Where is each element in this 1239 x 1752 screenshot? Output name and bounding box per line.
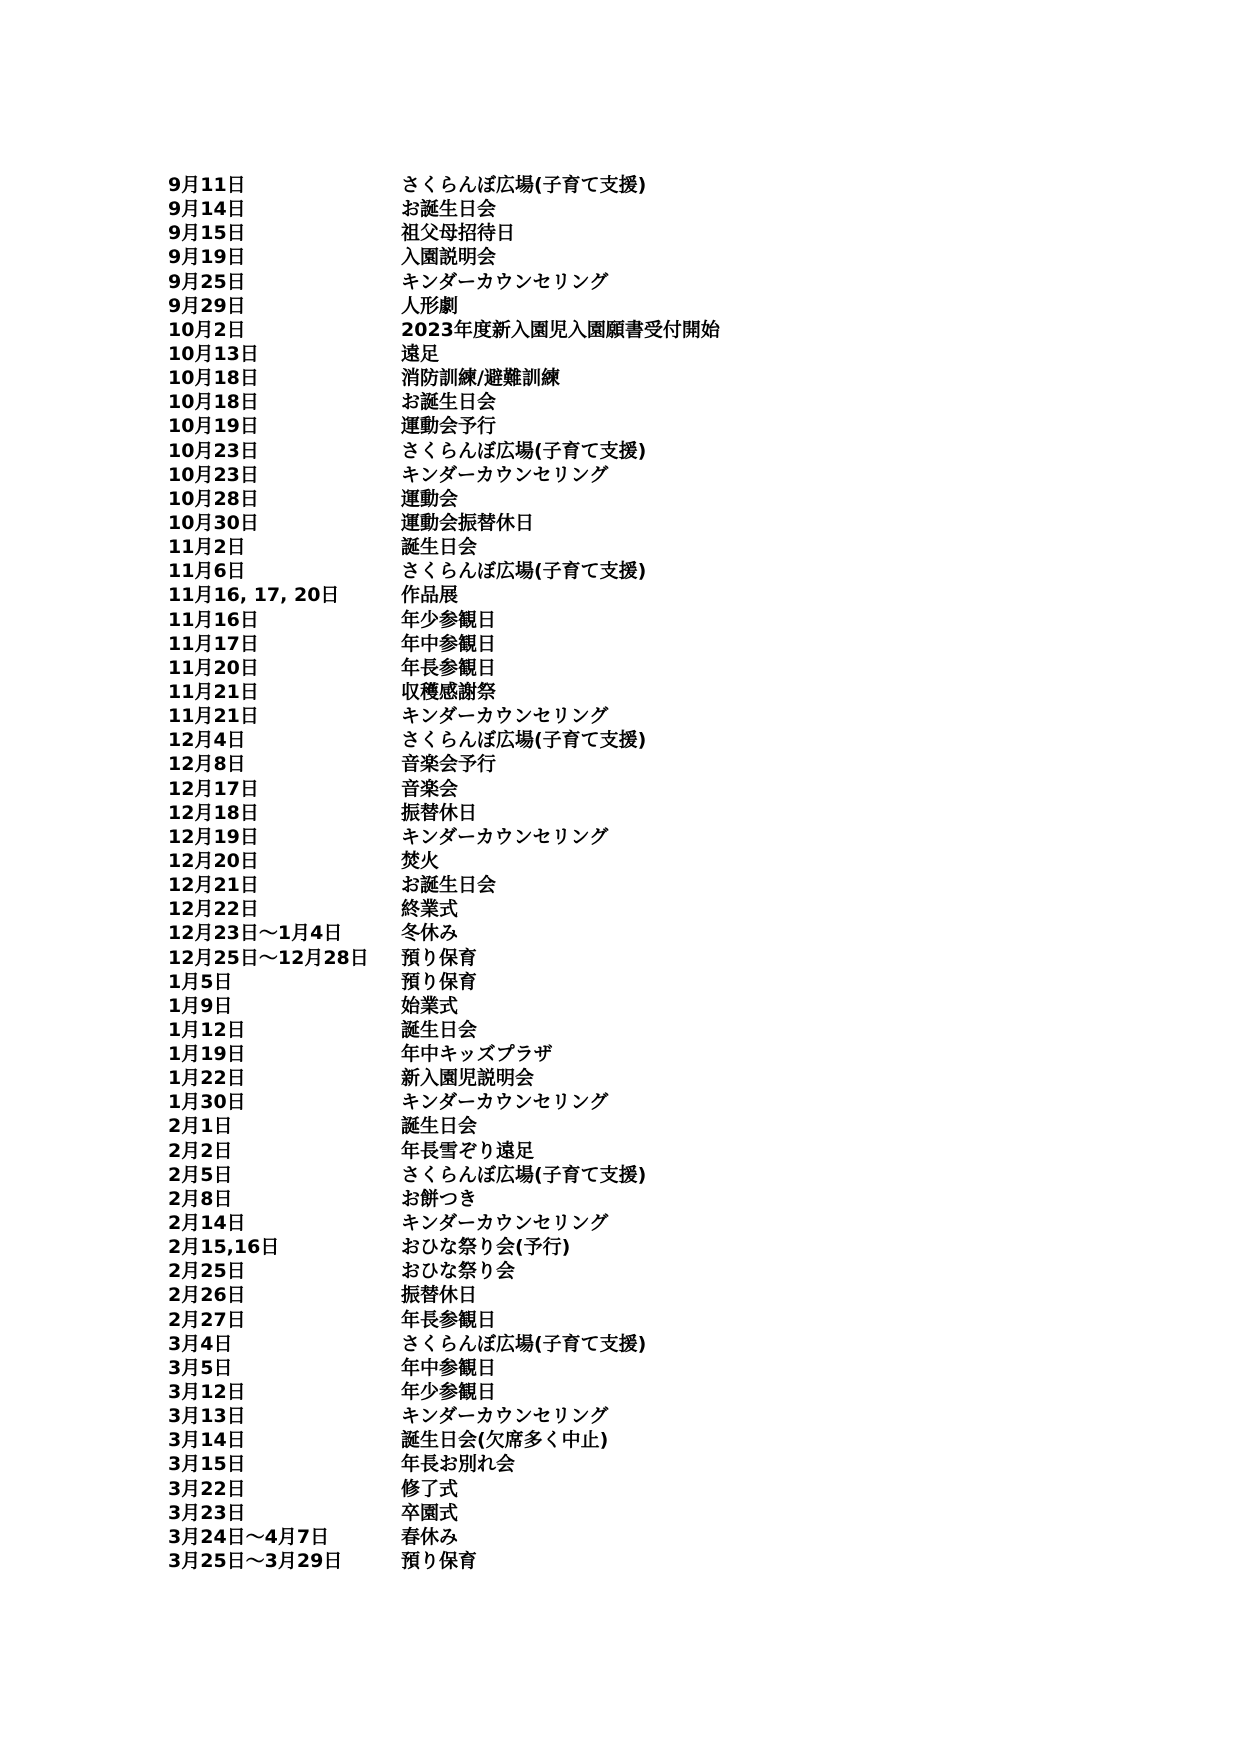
schedule-row	[168, 1356, 1068, 1380]
schedule-date: 1月5日	[168, 970, 233, 993]
schedule-row	[168, 366, 1068, 390]
schedule-date: 1月22日	[168, 1067, 246, 1090]
schedule-row	[168, 897, 1068, 921]
schedule-date: 10月18日	[168, 391, 259, 414]
schedule-event: お誕生日会	[401, 198, 497, 221]
schedule-event: 2023年度新入園児入園願書受付開始	[401, 318, 720, 341]
schedule-event: 振替休日	[401, 801, 478, 824]
schedule-event: 年長お別れ会	[401, 1453, 516, 1476]
schedule-date: 9月25日	[168, 270, 246, 293]
schedule-date: 2月2日	[168, 1139, 233, 1162]
schedule-event: 振替休日	[401, 1284, 478, 1307]
schedule-event: 作品展	[401, 584, 459, 607]
schedule-row	[168, 559, 1068, 583]
schedule-event: 年少参観日	[401, 608, 497, 631]
schedule-event: 収穫感謝祭	[401, 680, 497, 703]
schedule-event: 誕生日会(欠席多く中止)	[401, 1429, 609, 1452]
schedule-row	[168, 777, 1068, 801]
schedule-event: 預り保育	[401, 946, 478, 969]
schedule-event: お餅つき	[401, 1187, 478, 1210]
schedule-row	[168, 728, 1068, 752]
schedule-date: 1月12日	[168, 1018, 246, 1041]
schedule-row	[168, 390, 1068, 414]
schedule-row	[168, 1549, 1068, 1573]
schedule-row	[168, 245, 1068, 269]
schedule-row	[168, 1042, 1068, 1066]
schedule-event: キンダーカウンセリング	[401, 463, 609, 486]
schedule-row	[168, 1428, 1068, 1452]
schedule-event: 卒園式	[401, 1501, 459, 1524]
schedule-event: キンダーカウンセリング	[401, 705, 609, 728]
schedule-event: キンダーカウンセリング	[401, 270, 609, 293]
schedule-date: 11月2日	[168, 536, 246, 559]
schedule-row	[168, 1525, 1068, 1549]
schedule-event: 祖父母招待日	[401, 222, 516, 245]
schedule-event: キンダーカウンセリング	[401, 1405, 609, 1428]
schedule-event: 音楽会	[401, 777, 459, 800]
schedule-row	[168, 849, 1068, 873]
schedule-row	[168, 1452, 1068, 1476]
schedule-row	[168, 173, 1068, 197]
schedule-row	[168, 511, 1068, 535]
schedule-event: 年中参観日	[401, 632, 497, 655]
schedule-date: 1月9日	[168, 994, 233, 1017]
schedule-row	[168, 1308, 1068, 1332]
schedule-event: 誕生日会	[401, 1115, 478, 1138]
schedule-date: 3月25日～3月29日	[168, 1550, 343, 1573]
schedule-date: 10月28日	[168, 487, 259, 510]
schedule-row	[168, 608, 1068, 632]
schedule-date: 3月12日	[168, 1381, 246, 1404]
schedule-event: お誕生日会	[401, 874, 497, 897]
schedule-row	[168, 1501, 1068, 1525]
schedule-row	[168, 994, 1068, 1018]
schedule-row	[168, 1332, 1068, 1356]
schedule-date: 2月5日	[168, 1163, 233, 1186]
schedule-date: 12月17日	[168, 777, 259, 800]
schedule-event: 終業式	[401, 898, 459, 921]
schedule-event: 年長参観日	[401, 1308, 497, 1331]
schedule-row	[168, 294, 1068, 318]
schedule-row	[168, 1235, 1068, 1259]
schedule-event: キンダーカウンセリング	[401, 1212, 609, 1235]
schedule-event: 誕生日会	[401, 1018, 478, 1041]
schedule-row	[168, 439, 1068, 463]
schedule-row	[168, 463, 1068, 487]
schedule-row	[168, 825, 1068, 849]
schedule-date: 10月13日	[168, 342, 259, 365]
schedule-event: さくらんぼ広場(子育て支援)	[401, 1163, 647, 1186]
event-schedule-list	[168, 173, 1068, 1573]
schedule-date: 12月18日	[168, 801, 259, 824]
schedule-event: 年少参観日	[401, 1381, 497, 1404]
schedule-row	[168, 1090, 1068, 1114]
schedule-date: 1月19日	[168, 1043, 246, 1066]
schedule-event: 運動会振替休日	[401, 511, 535, 534]
schedule-event: 年長参観日	[401, 656, 497, 679]
schedule-event: お誕生日会	[401, 391, 497, 414]
schedule-date: 2月15,16日	[168, 1236, 280, 1259]
schedule-event: 年長雪ぞり遠足	[401, 1139, 535, 1162]
schedule-event: 年中参観日	[401, 1356, 497, 1379]
schedule-event: 新入園児説明会	[401, 1067, 535, 1090]
schedule-date: 12月8日	[168, 753, 246, 776]
schedule-date: 10月18日	[168, 367, 259, 390]
schedule-date: 2月26日	[168, 1284, 246, 1307]
schedule-row	[168, 873, 1068, 897]
schedule-row	[168, 342, 1068, 366]
schedule-event: おひな祭り会	[401, 1260, 516, 1283]
schedule-date: 1月30日	[168, 1091, 246, 1114]
schedule-row	[168, 487, 1068, 511]
schedule-row	[168, 752, 1068, 776]
schedule-row	[168, 270, 1068, 294]
schedule-event: 始業式	[401, 994, 459, 1017]
schedule-date: 10月2日	[168, 318, 246, 341]
schedule-event: 預り保育	[401, 1550, 478, 1573]
schedule-date: 9月29日	[168, 294, 246, 317]
schedule-row	[168, 1163, 1068, 1187]
schedule-date: 12月20日	[168, 849, 259, 872]
schedule-row	[168, 1259, 1068, 1283]
schedule-date: 9月14日	[168, 198, 246, 221]
schedule-row	[168, 680, 1068, 704]
schedule-date: 10月30日	[168, 511, 259, 534]
schedule-event: 年中キッズプラザ	[401, 1043, 553, 1066]
schedule-row	[168, 1114, 1068, 1138]
schedule-date: 11月21日	[168, 680, 259, 703]
schedule-row	[168, 583, 1068, 607]
schedule-date: 11月21日	[168, 705, 259, 728]
schedule-event: 人形劇	[401, 294, 459, 317]
schedule-date: 12月23日～1月4日	[168, 922, 343, 945]
schedule-event: 運動会予行	[401, 415, 497, 438]
schedule-row	[168, 414, 1068, 438]
schedule-row	[168, 1066, 1068, 1090]
schedule-event: おひな祭り会(予行)	[401, 1236, 571, 1259]
schedule-event: さくらんぼ広場(子育て支援)	[401, 439, 647, 462]
schedule-row	[168, 221, 1068, 245]
schedule-date: 3月24日～4月7日	[168, 1525, 330, 1548]
schedule-date: 10月19日	[168, 415, 259, 438]
schedule-date: 3月23日	[168, 1501, 246, 1524]
schedule-date: 10月23日	[168, 439, 259, 462]
schedule-event: さくらんぼ広場(子育て支援)	[401, 560, 647, 583]
schedule-event: 春休み	[401, 1525, 459, 1548]
schedule-date: 9月19日	[168, 246, 246, 269]
schedule-event: さくらんぼ広場(子育て支援)	[401, 729, 647, 752]
schedule-date: 3月13日	[168, 1405, 246, 1428]
schedule-row	[168, 801, 1068, 825]
schedule-date: 3月15日	[168, 1453, 246, 1476]
schedule-date: 12月19日	[168, 825, 259, 848]
schedule-date: 11月16, 17, 20日	[168, 584, 340, 607]
schedule-event: 入園説明会	[401, 246, 497, 269]
schedule-date: 2月14日	[168, 1212, 246, 1235]
schedule-row	[168, 1139, 1068, 1163]
schedule-row	[168, 1211, 1068, 1235]
schedule-event: 音楽会予行	[401, 753, 497, 776]
schedule-row	[168, 946, 1068, 970]
schedule-event: 預り保育	[401, 970, 478, 993]
schedule-date: 3月4日	[168, 1332, 233, 1355]
schedule-row	[168, 921, 1068, 945]
schedule-date: 12月4日	[168, 729, 246, 752]
schedule-event: キンダーカウンセリング	[401, 825, 609, 848]
schedule-date: 11月6日	[168, 560, 246, 583]
schedule-date: 2月1日	[168, 1115, 233, 1138]
schedule-row	[168, 970, 1068, 994]
schedule-date: 9月15日	[168, 222, 246, 245]
schedule-date: 3月5日	[168, 1356, 233, 1379]
schedule-row	[168, 704, 1068, 728]
schedule-date: 2月8日	[168, 1187, 233, 1210]
schedule-row	[168, 197, 1068, 221]
schedule-event: 誕生日会	[401, 536, 478, 559]
schedule-date: 3月22日	[168, 1477, 246, 1500]
schedule-date: 11月20日	[168, 656, 259, 679]
schedule-row	[168, 656, 1068, 680]
schedule-row	[168, 1187, 1068, 1211]
schedule-date: 3月14日	[168, 1429, 246, 1452]
schedule-date: 12月22日	[168, 898, 259, 921]
schedule-event: 修了式	[401, 1477, 459, 1500]
schedule-event: キンダーカウンセリング	[401, 1091, 609, 1114]
schedule-row	[168, 1283, 1068, 1307]
schedule-event: 遠足	[401, 342, 440, 365]
schedule-event: さくらんぼ広場(子育て支援)	[401, 1332, 647, 1355]
schedule-row	[168, 1380, 1068, 1404]
schedule-row	[168, 535, 1068, 559]
schedule-date: 12月21日	[168, 874, 259, 897]
schedule-date: 9月11日	[168, 174, 246, 196]
schedule-event: 消防訓練/避難訓練	[401, 367, 560, 390]
schedule-row	[168, 318, 1068, 342]
schedule-row	[168, 1018, 1068, 1042]
schedule-event: 運動会	[401, 487, 459, 510]
schedule-date: 2月25日	[168, 1260, 246, 1283]
schedule-date: 11月16日	[168, 608, 259, 631]
schedule-row	[168, 1477, 1068, 1501]
schedule-event: 焚火	[401, 849, 440, 872]
schedule-date: 10月23日	[168, 463, 259, 486]
schedule-event: さくらんぼ広場(子育て支援)	[401, 174, 647, 196]
schedule-date: 2月27日	[168, 1308, 246, 1331]
schedule-row	[168, 1404, 1068, 1428]
schedule-date: 12月25日～12月28日	[168, 946, 369, 969]
schedule-row	[168, 632, 1068, 656]
schedule-date: 11月17日	[168, 632, 259, 655]
schedule-event: 冬休み	[401, 922, 459, 945]
